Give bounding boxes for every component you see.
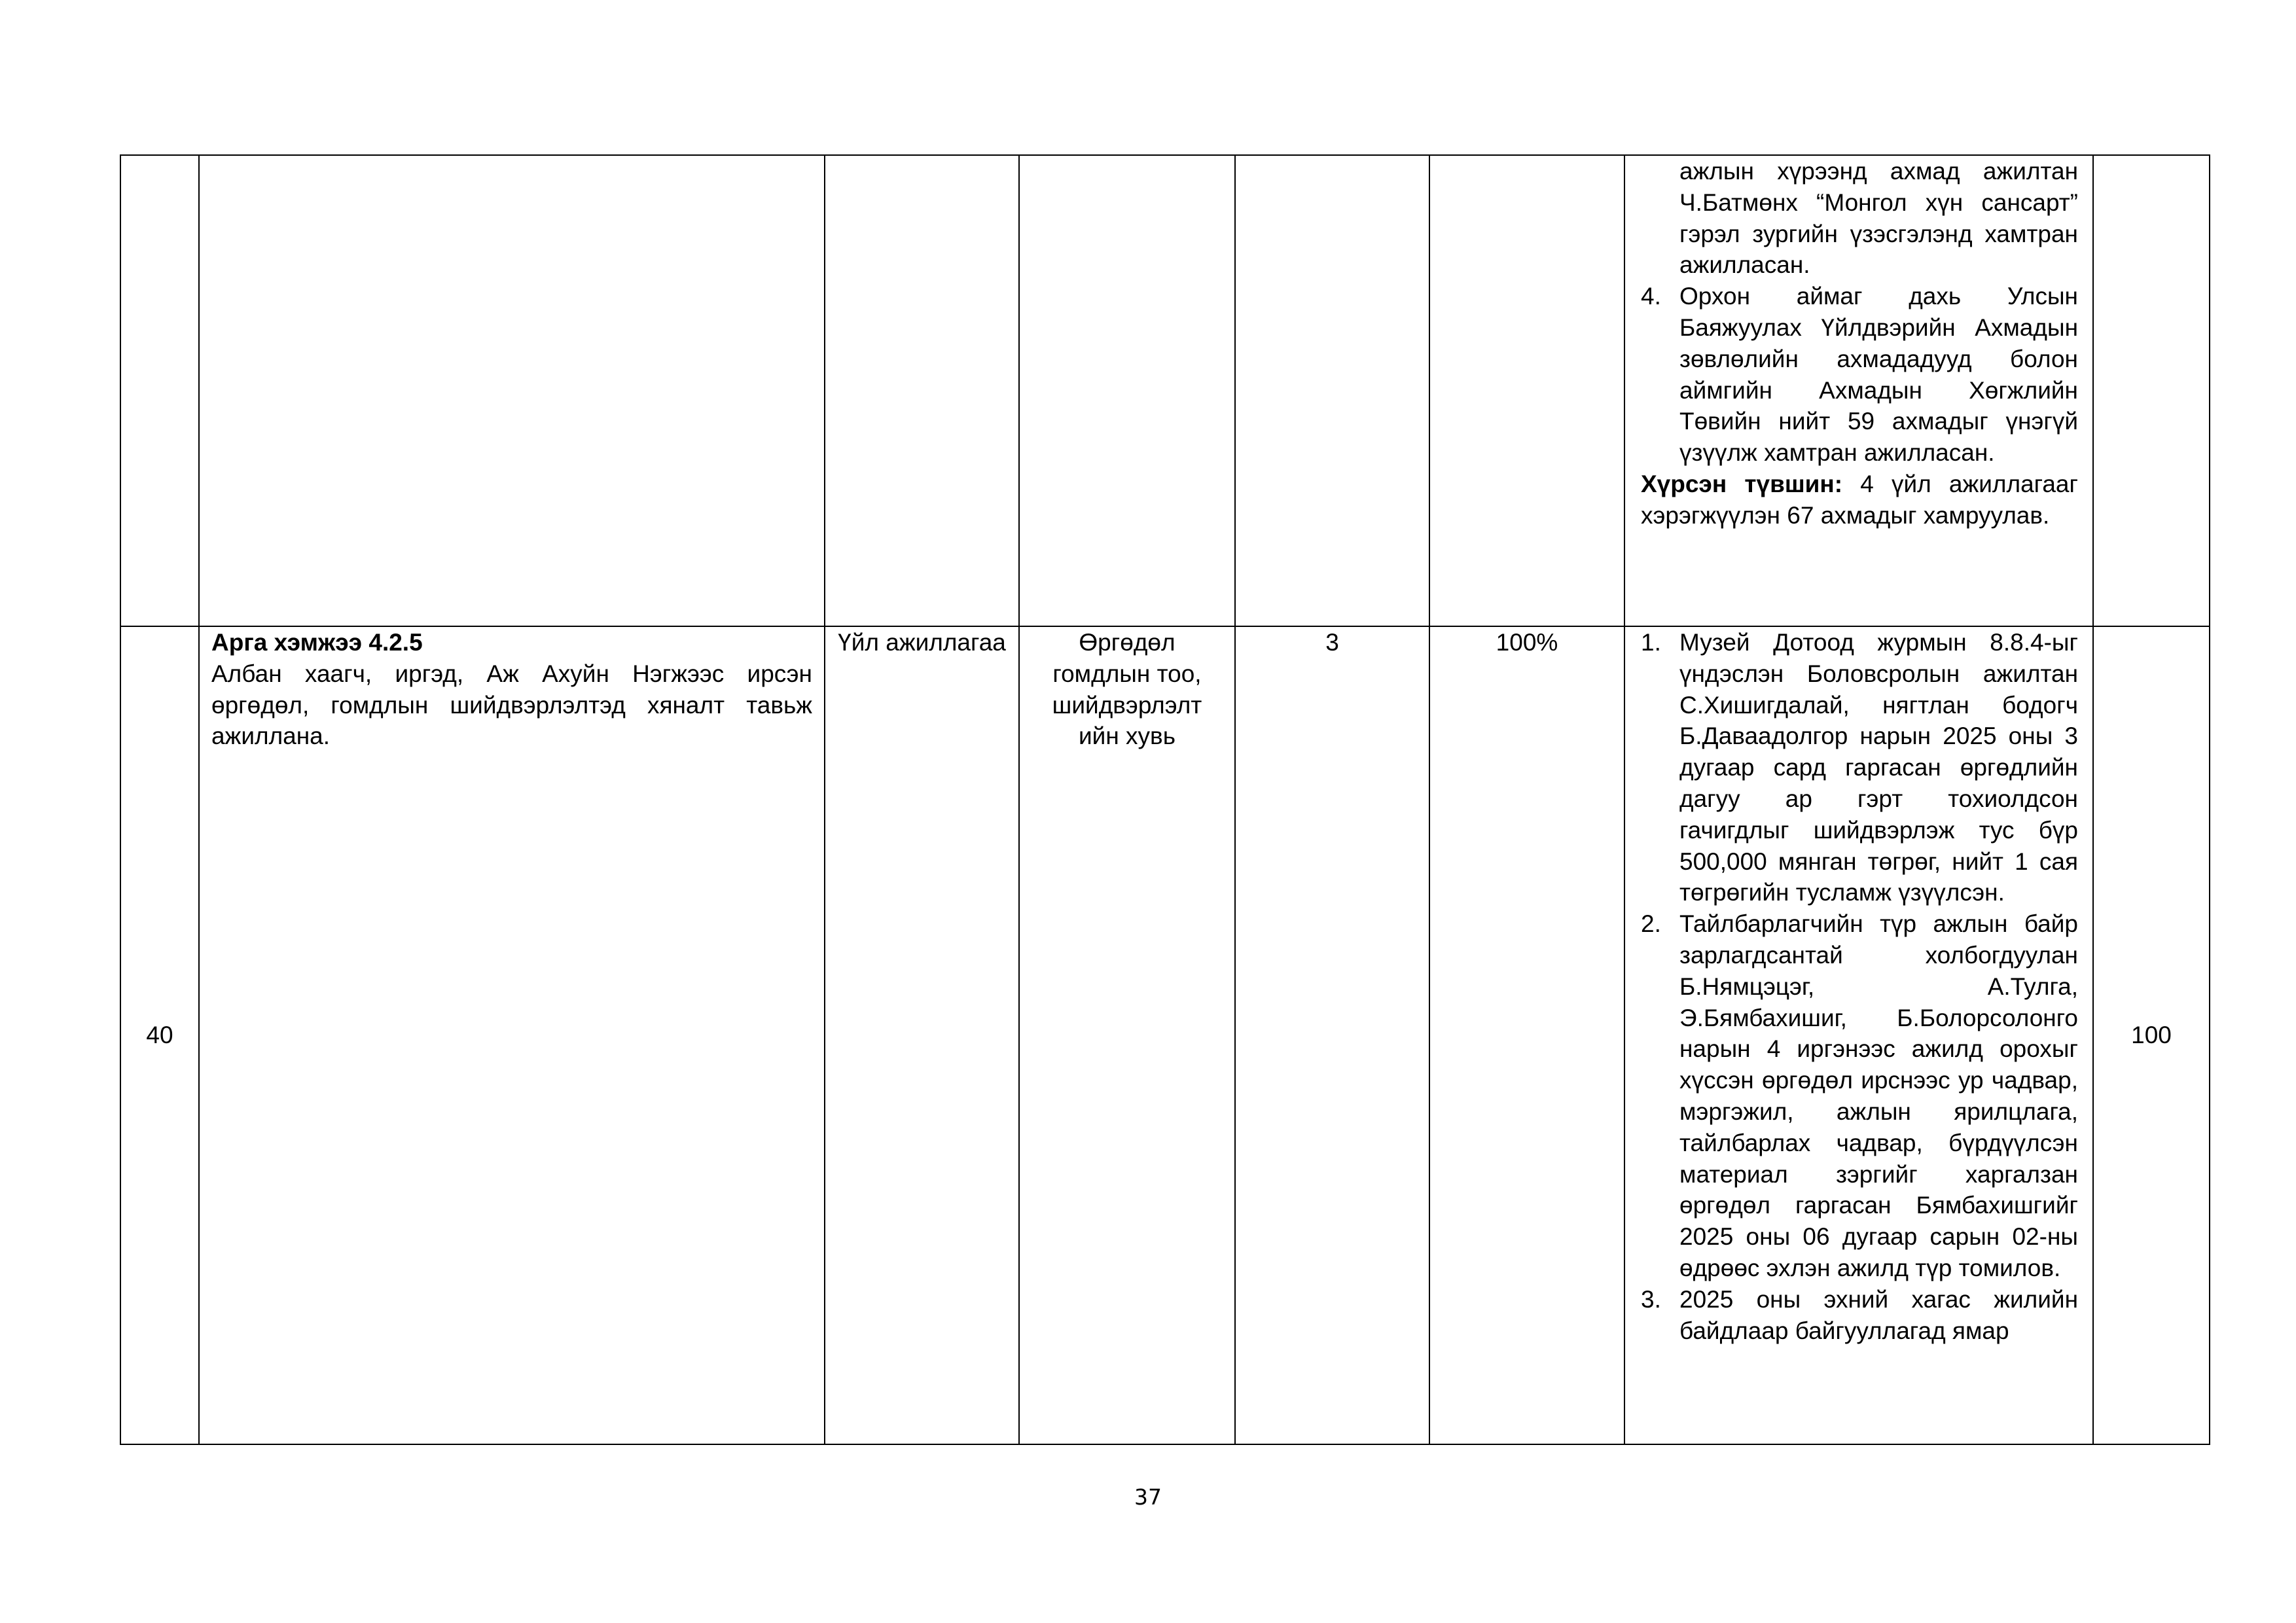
list-item	[1641, 627, 2078, 908]
list-item-text: ажлын хүрээнд ахмад ажилтан Ч.Батмөнх “Монгол хүн сансарт” гэрэл зургийн үзэсгэлэнд хамтран ажилласан.	[1679, 158, 2078, 279]
row-number-cell	[120, 155, 199, 626]
percent-cell	[1429, 155, 1624, 626]
percent-cell: 100%	[1429, 626, 1624, 1444]
result-cell	[1624, 155, 2093, 626]
achieved-level	[1641, 469, 2078, 531]
list-item-number: 4.	[1641, 283, 1661, 310]
measure-cell	[199, 626, 825, 1444]
indicator-cell: Өргөдөл гомдлын тоо, шийдвэрлэлт ийн хувь	[1019, 626, 1235, 1444]
report-table	[120, 154, 2210, 1445]
measure-text: Албан хаагч, иргэд, Аж Ахуйн Нэгжээс ирсэн өргөдөл, гомдлын шийдвэрлэлтэд хяналт тавьж ажиллана.	[211, 660, 812, 750]
list-item-text: Музей Дотоод журмын 8.8.4-ыг үндэслэн Боловсролын ажилтан С.Хишигдалай, нягтлан бодогч Б.Даваадолгор нарын 2025 оны 3 дугаар сард гаргасан өргөдлийн дагуу ар гэрт тохиолдсон гачигдлыг шийдвэрлэж тус бүр 500,000 мянган төгрөг, нийт 1 сая төгрөгийн тусламж үзүүлсэн.	[1679, 629, 2078, 906]
score-cell: 100	[2093, 626, 2210, 1444]
row-number-cell: 40	[120, 626, 199, 1444]
achieved-label: Хүрсэн түвшин:	[1641, 470, 1843, 497]
list-item-text: Орхон аймаг дахь Улсын Баяжуулах Үйлдвэрийн Ахмадын зөвлөлийн ахмададууд болон аймгийн Ахмадын Хөгжлийн Төвийн нийт 59 ахмадыг үнэгүй үзүүлж хамтран ажилласан.	[1679, 283, 2078, 467]
list-item-text: 2025 оны эхний хагас жилийн байдлаар байгууллагад ямар	[1679, 1285, 2078, 1344]
achieved-text: 4 үйл ажиллагааг хэрэгжүүлэн 67 ахмадыг хамруулав.	[1641, 470, 2078, 529]
list-item-number	[1641, 156, 1679, 281]
measure-title: Арга хэмжээ 4.2.5	[211, 629, 423, 656]
page-number: 37	[1134, 1484, 1162, 1510]
activity-type-cell: Үйл ажиллагаа	[825, 626, 1019, 1444]
list-item	[1641, 281, 2078, 469]
list-item-number: 2.	[1641, 910, 1661, 938]
result-cell	[1624, 626, 2093, 1444]
activity-type-cell	[825, 155, 1019, 626]
list-item	[1641, 1284, 2078, 1347]
result-list	[1641, 627, 2078, 1346]
measure-cell	[199, 155, 825, 626]
table-row	[120, 155, 2210, 626]
list-item-number: 1.	[1641, 629, 1661, 656]
score-cell	[2093, 155, 2210, 626]
indicator-cell	[1019, 155, 1235, 626]
target-cell	[1235, 155, 1429, 626]
table-row	[120, 626, 2210, 1444]
list-item-number: 3.	[1641, 1285, 1661, 1313]
list-item-text: Тайлбарлагчийн түр ажлын байр зарлагдсантай холбогдуулан Б.Нямцэцэг, А.Тулга, Э.Бямбахишиг, Б.Болорсолонго нарын 4 иргэнээс ажилд орохыг хүссэн өргөдөл ирснээс ур чадвар, мэргэжил, ажлын ярилцлага, тайлбарлах чадвар, бүрдүүлсэн материал зэргийг харгалзан өргөдөл гаргасан Бямбахишгийг 2025 оны 06 дугаар сарын 02-ны өдрөөс эхлэн ажилд түр томилов.	[1679, 910, 2078, 1281]
target-cell: 3	[1235, 626, 1429, 1444]
result-list	[1641, 156, 2078, 469]
list-item	[1641, 156, 2078, 281]
list-item	[1641, 908, 2078, 1284]
